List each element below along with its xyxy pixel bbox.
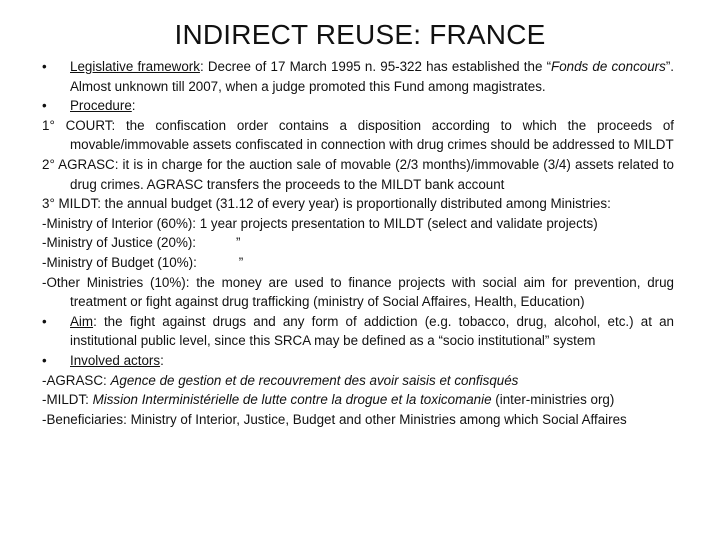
aim-label: Aim bbox=[70, 313, 94, 329]
ministry-other: -Other Ministries (10%): the money are used to finance projects with social aim for prevention, drug treatment or fight against drug trafficking (ministry of Social Affaires, Health, Education) bbox=[42, 274, 674, 310]
ministry-budget: -Ministry of Budget (10%): ” bbox=[42, 254, 244, 270]
ministry-justice: -Ministry of Justice (20%): ” bbox=[42, 235, 241, 251]
procedure-item bbox=[42, 96, 674, 116]
step-agrasc: 2° AGRASC: it is in charge for the auction sale of movable (2/3 months)/immovable (3/4) assets related to drug crimes. AGRASC transfers the proceeds to the MILDT bank account bbox=[42, 156, 674, 192]
procedure-colon: : bbox=[131, 98, 136, 114]
procedure-label: Procedure bbox=[70, 98, 132, 114]
involved-actors-label: Involved actors bbox=[70, 352, 161, 368]
actor-mildt-prefix: -MILDT: bbox=[42, 392, 93, 408]
actor-agrasc bbox=[42, 371, 674, 391]
ministry-interior: -Ministry of Interior (60%): 1 year projects presentation to MILDT (select and validate projects) bbox=[42, 215, 598, 231]
slide-body bbox=[42, 57, 674, 429]
bullet-icon: • bbox=[42, 59, 47, 74]
step-court: 1° COURT: the confiscation order contains a disposition according to which the proceeds of movable/immovable assets confiscated in connection with drug crimes should be addressed to MILDT bbox=[42, 117, 674, 153]
actor-mildt-name: Mission Interministérielle de lutte contre la drogue et la toxicomanie bbox=[92, 392, 492, 408]
bullet-icon: • bbox=[42, 352, 47, 368]
involved-actors-item bbox=[42, 351, 674, 371]
legislative-framework-text-end: ”. Almost unknown till 2007, when a judge promoted this Fund among magistrates. bbox=[70, 59, 675, 94]
actor-agrasc-prefix: -AGRASC: bbox=[42, 372, 111, 388]
fonds-de-concours-term: Fonds de concours bbox=[551, 59, 666, 74]
aim-item bbox=[42, 312, 674, 351]
legislative-framework-item bbox=[42, 57, 674, 96]
slide-title: INDIRECT REUSE: FRANCE bbox=[174, 19, 546, 50]
actor-beneficiaries: -Beneficiaries: Ministry of Interior, Justice, Budget and other Ministries among which Social Affaires bbox=[42, 411, 627, 427]
step-mildt: 3° MILDT: the annual budget (31.12 of every year) is proportionally distributed among Ministries: bbox=[42, 196, 611, 212]
involved-actors-colon: : bbox=[160, 352, 164, 368]
bullet-icon: • bbox=[42, 98, 47, 114]
legislative-framework-label: Legislative framework bbox=[70, 59, 200, 74]
legislative-framework-text: : Decree of 17 March 1995 n. 95-322 has established the “ bbox=[199, 59, 552, 74]
ministry-justice-text: -Ministry of Justice (20%): bbox=[42, 235, 197, 251]
ministry-budget-text: -Ministry of Budget (10%): bbox=[42, 254, 197, 270]
actor-mildt bbox=[42, 390, 674, 410]
actor-mildt-suffix: (inter-ministries org) bbox=[491, 392, 615, 408]
actor-agrasc-name: Agence de gestion et de recouvrement des avoir saisis et confisqués bbox=[110, 372, 519, 388]
bullet-icon: • bbox=[42, 313, 47, 329]
aim-text: : the fight against drugs and any form of addiction (e.g. tobacco, drug, alcohol, etc.) at an institutional public level, since this SRCA may be defined as a “socio institutional” system bbox=[70, 313, 674, 349]
